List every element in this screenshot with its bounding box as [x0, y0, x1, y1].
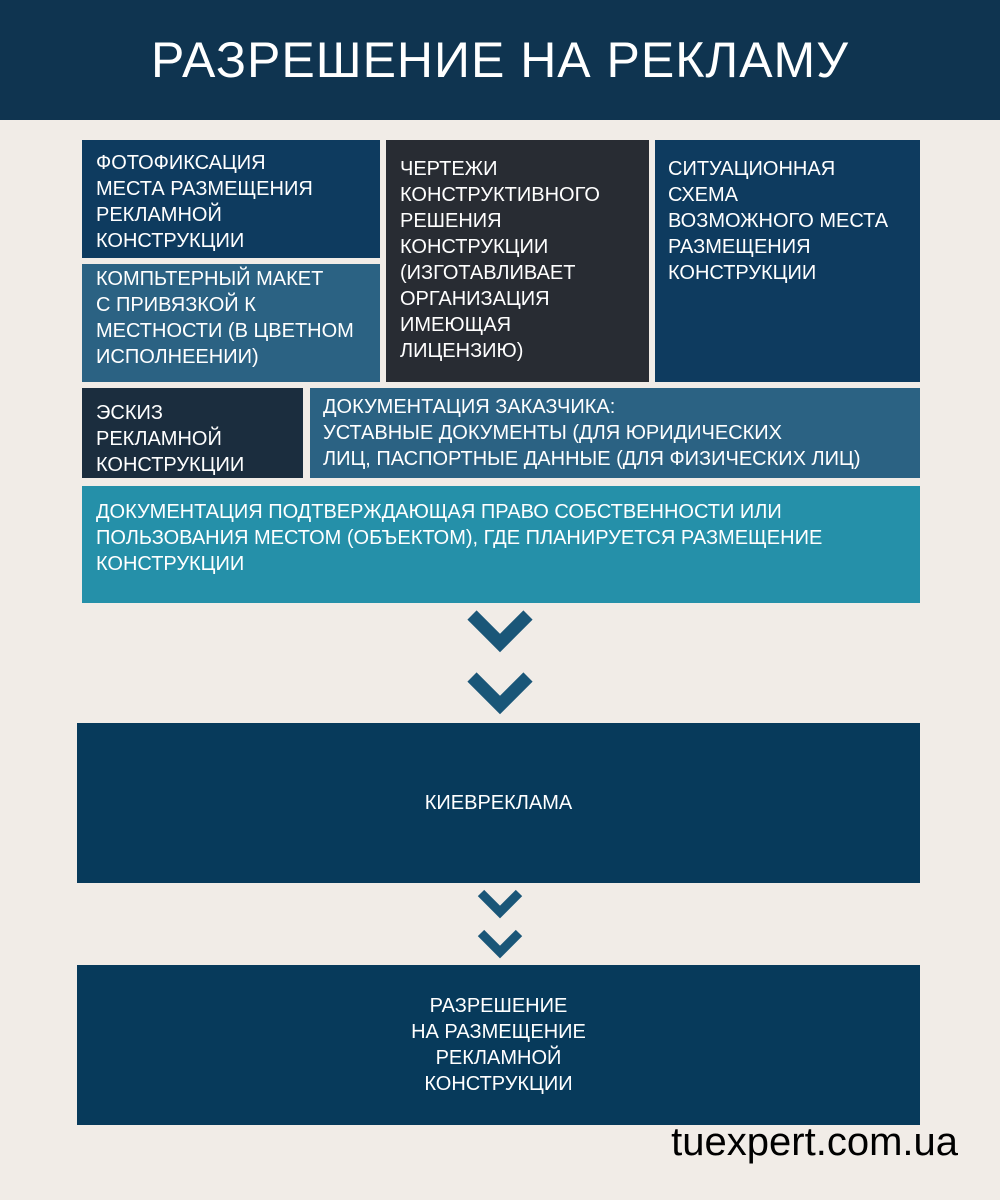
doc-photo-box	[82, 140, 380, 258]
doc-layout-text: КОМПЬТЕРНЫЙ МАКЕТ С ПРИВЯЗКОЙ К МЕСТНОСТИ (В ЦВЕТНОМ ИСПОЛНЕЕНИИ)	[96, 268, 354, 368]
chevron-down-icon	[466, 605, 534, 653]
doc-layout-box	[82, 264, 380, 382]
header-bar	[0, 0, 1000, 120]
authority-box	[77, 723, 920, 883]
page-title: РАЗРЕШЕНИЕ НА РЕКЛАМУ	[151, 32, 849, 88]
chevron-down-icon	[476, 926, 524, 960]
result-text: РАЗРЕШЕНИЕ НА РАЗМЕЩЕНИЕ РЕКЛАМНОЙ КОНСТРУКЦИИ	[411, 995, 586, 1095]
chevron-down-icon	[476, 886, 524, 920]
result-box	[77, 965, 920, 1125]
doc-scheme-text: СИТУАЦИОННАЯ СХЕМА ВОЗМОЖНОГО МЕСТА РАЗМЕЩЕНИЯ КОНСТРУКЦИИ	[668, 158, 889, 284]
doc-ownership-text: ДОКУМЕНТАЦИЯ ПОДТВЕРЖДАЮЩАЯ ПРАВО СОБСТВЕННОСТИ ИЛИ ПОЛЬЗОВАНИЯ МЕСТОМ (ОБЪЕКТОМ), ГДЕ ПЛАНИРУЕТСЯ РАЗМЕЩЕНИЕ КОНСТРУКЦИИ	[96, 501, 823, 575]
doc-drawings-box	[386, 140, 649, 382]
doc-customer-box	[310, 388, 920, 478]
site-watermark: tuexpert.com.ua	[671, 1120, 958, 1164]
doc-sketch-text: ЭСКИЗ РЕКЛАМНОЙ КОНСТРУКЦИИ	[96, 402, 245, 476]
doc-drawings-text: ЧЕРТЕЖИ КОНСТРУКТИВНОГО РЕШЕНИЯ КОНСТРУКЦИИ (ИЗГОТАВЛИВАЕТ ОРГАНИЗАЦИЯ ИМЕЮЩАЯ ЛИЦЕНЗИЮ)	[400, 158, 600, 362]
doc-scheme-box	[655, 140, 920, 382]
authority-text: КИЕВРЕКЛАМА	[424, 792, 573, 814]
doc-photo-text: ФОТОФИКСАЦИЯ МЕСТА РАЗМЕЩЕНИЯ РЕКЛАМНОЙ КОНСТРУКЦИИ	[96, 152, 313, 252]
doc-sketch-box	[82, 388, 303, 478]
doc-customer-text: ДОКУМЕНТАЦИЯ ЗАКАЗЧИКА: УСТАВНЫЕ ДОКУМЕНТЫ (ДЛЯ ЮРИДИЧЕСКИХ ЛИЦ, ПАСПОРТНЫЕ ДАННЫЕ (ДЛЯ ФИЗИЧЕСКИХ ЛИЦ)	[323, 396, 861, 470]
doc-ownership-box	[82, 486, 920, 603]
chevron-down-icon	[466, 667, 534, 715]
